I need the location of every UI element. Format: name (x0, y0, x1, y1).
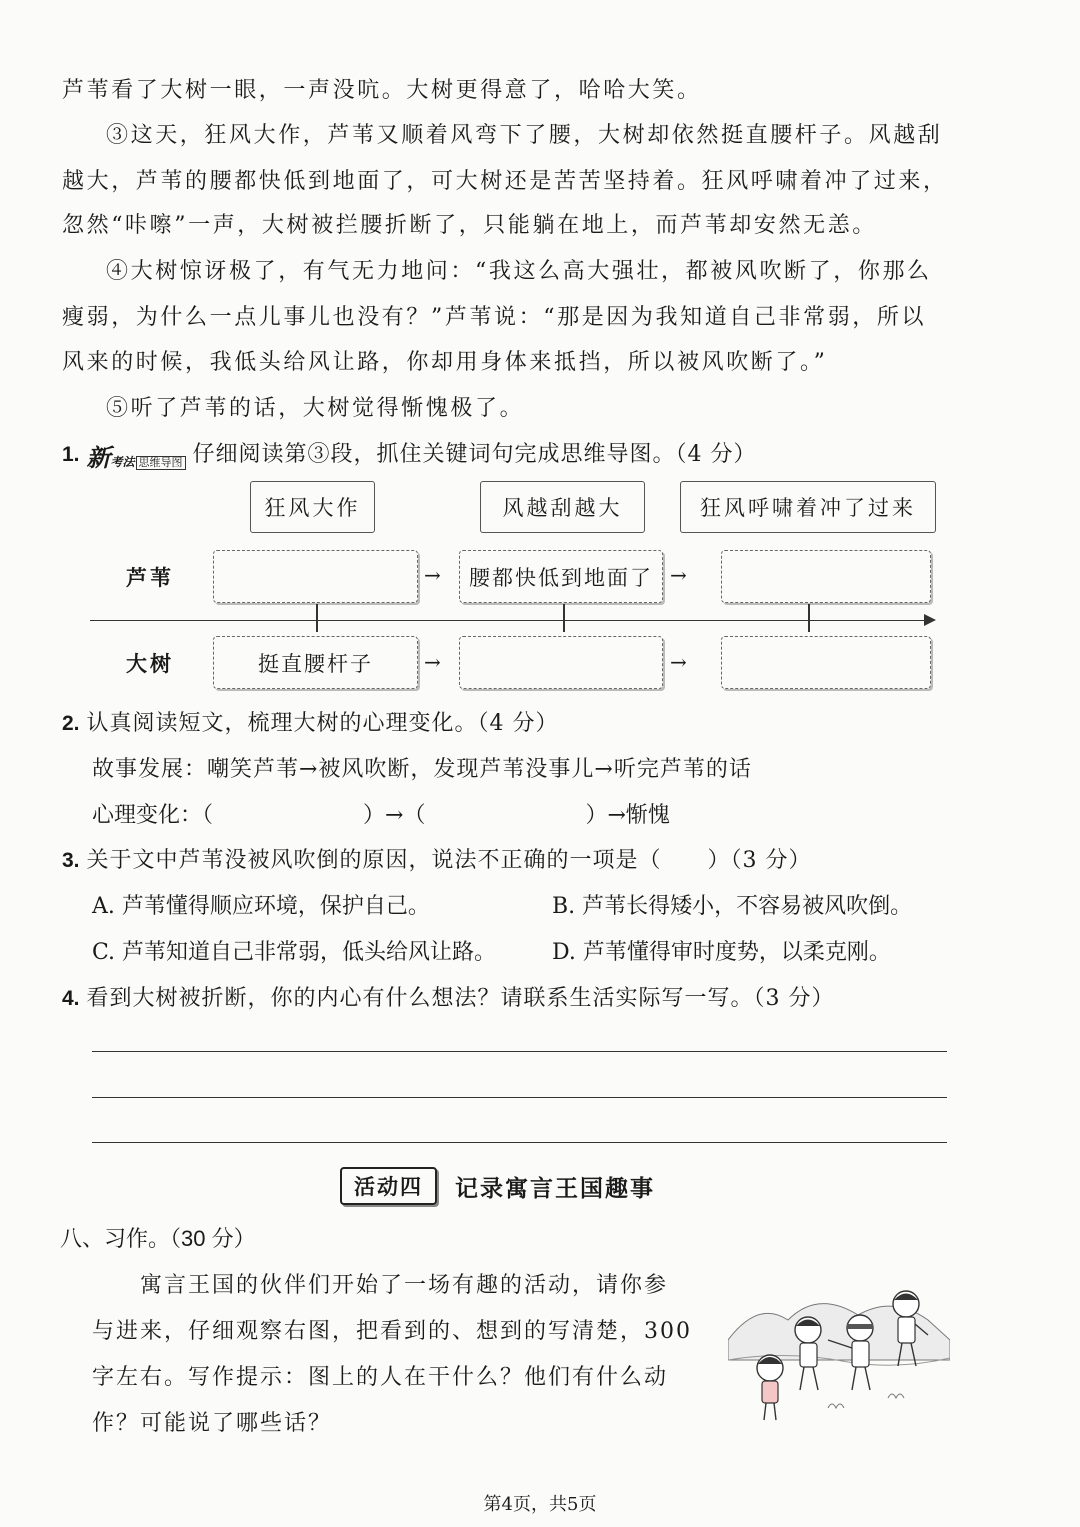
arrow-icon: → (670, 563, 687, 587)
answer-line[interactable] (92, 1051, 947, 1052)
passage-line: ④大树惊讶极了，有气无力地问：“我这么高大强壮，都被风吹断了，你那么 (106, 259, 932, 284)
mindmap-top-label: 狂风呼啸着冲了过来 (680, 481, 936, 533)
passage-line: 瘦弱，为什么一点儿事儿也没有？”芦苇说：“那是因为我知道自己非常弱，所以 (62, 305, 927, 330)
question-number: 3. (62, 849, 80, 872)
timeline-tick (808, 604, 810, 632)
essay-line: 作？可能说了哪些话？ (92, 1411, 333, 1436)
mind-change-end: ）→惭愧 (585, 803, 670, 828)
passage-line: ③这天，狂风大作，芦苇又顺着风弯下了腰，大树却依然挺直腰杆子。风越刮 (106, 123, 943, 148)
question-1 (62, 437, 757, 473)
question-number: 4. (62, 987, 80, 1010)
mindmap-top-label: 狂风大作 (250, 481, 375, 533)
mindmap-top-label: 风越刮越大 (480, 481, 645, 533)
essay-text: 字左右。 (92, 1365, 189, 1390)
new-method-badge (87, 438, 186, 473)
question-2 (62, 706, 559, 737)
kids-playing-illustration (728, 1280, 950, 1428)
question-3 (62, 843, 812, 874)
passage-line: 风来的时候，我低头给风让路，你却用身体来抵挡，所以被风吹断了。” (62, 350, 828, 375)
timeline-arrowhead-icon (924, 614, 936, 626)
badge-mindmap: 思维导图 (136, 456, 186, 470)
passage-line: 越大，芦苇的腰都快低到地面了，可大树还是苦苦坚持着。狂风呼啸着冲了过来， (62, 169, 948, 194)
passage-line: 忽然“咔嚓”一声，大树被拦腰折断了，只能躺在地上，而芦苇却安然无恙。 (62, 213, 877, 238)
option-a[interactable]: A. 芦苇懂得顺应环境，保护自己。 (92, 894, 430, 919)
answer-box-reed-3[interactable] (721, 550, 931, 603)
mind-change-row (92, 798, 670, 829)
essay-line: 寓言王国的伙伴们开始了一场有趣的活动，请你参 (140, 1273, 669, 1298)
question-4 (62, 981, 835, 1012)
arrow-icon: → (424, 650, 441, 674)
row-label-reed: 芦苇 (126, 567, 174, 590)
activity-tag: 活动四 (340, 1167, 437, 1205)
badge-kaofa: 考法 (110, 454, 135, 469)
question-text: 认真阅读短文，梳理大树的心理变化。（4 分） (86, 711, 559, 736)
row-label-tree: 大树 (126, 653, 174, 676)
question-text: 关于文中芦苇没被风吹倒的原因，说法不正确的一项是（ ）（3 分） (86, 848, 812, 873)
activity-title: 记录寓言王国趣事 (455, 1174, 655, 1201)
essay-heading: 八、习作。（30 分） (60, 1226, 256, 1251)
answer-box-tree-3[interactable] (721, 636, 931, 689)
question-text: 看到大树被折断，你的内心有什么想法？请联系生活实际写一写。（3 分） (86, 986, 835, 1011)
essay-line (92, 1360, 668, 1391)
arrow-icon: → (670, 650, 687, 674)
activity-header (340, 1166, 655, 1206)
question-number: 1. (62, 443, 80, 466)
option-b[interactable]: B. 芦苇长得矮小，不容易被风吹倒。 (552, 894, 913, 919)
answer-line[interactable] (92, 1142, 947, 1143)
essay-text: 图上的人在干什么？他们有什么动 (308, 1365, 669, 1390)
timeline-axis (90, 620, 926, 621)
option-d[interactable]: D. 芦苇懂得审时度势，以柔克刚。 (552, 940, 891, 965)
writing-hint-label: 写作提示： (188, 1364, 309, 1389)
essay-line: 与进来，仔细观察右图，把看到的、想到的写清楚，300 (92, 1319, 692, 1344)
answer-line[interactable] (92, 1097, 947, 1098)
page-footer: 第4页，共5页 (483, 1494, 597, 1515)
given-box-tree-1: 挺直腰杆子 (213, 636, 418, 689)
arrow-icon: → (424, 563, 441, 587)
timeline-tick (316, 604, 318, 632)
question-text: 仔细阅读第③段，抓住关键词句完成思维导图。（4 分） (192, 442, 757, 467)
given-box-reed-2: 腰都快低到地面了 (459, 550, 663, 603)
timeline-tick (563, 604, 565, 632)
answer-box-reed-1[interactable] (213, 550, 418, 603)
passage-line: ⑤听了芦苇的话，大树觉得惭愧极了。 (106, 396, 525, 421)
passage-line: 芦苇看了大树一眼，一声没吭。大树更得意了，哈哈大笑。 (62, 78, 702, 103)
question-number: 2. (62, 712, 80, 735)
mind-change-prefix: 心理变化：（ (92, 803, 214, 828)
story-development: 故事发展：嘲笑芦苇→被风吹断，发现芦苇没事儿→听完芦苇的话 (92, 757, 752, 782)
option-c[interactable]: C. 芦苇知道自己非常弱，低头给风让路。 (92, 940, 497, 965)
answer-box-tree-2[interactable] (459, 636, 663, 689)
badge-xin: 新 (86, 444, 111, 472)
mind-change-mid: ）→（ (363, 803, 426, 828)
